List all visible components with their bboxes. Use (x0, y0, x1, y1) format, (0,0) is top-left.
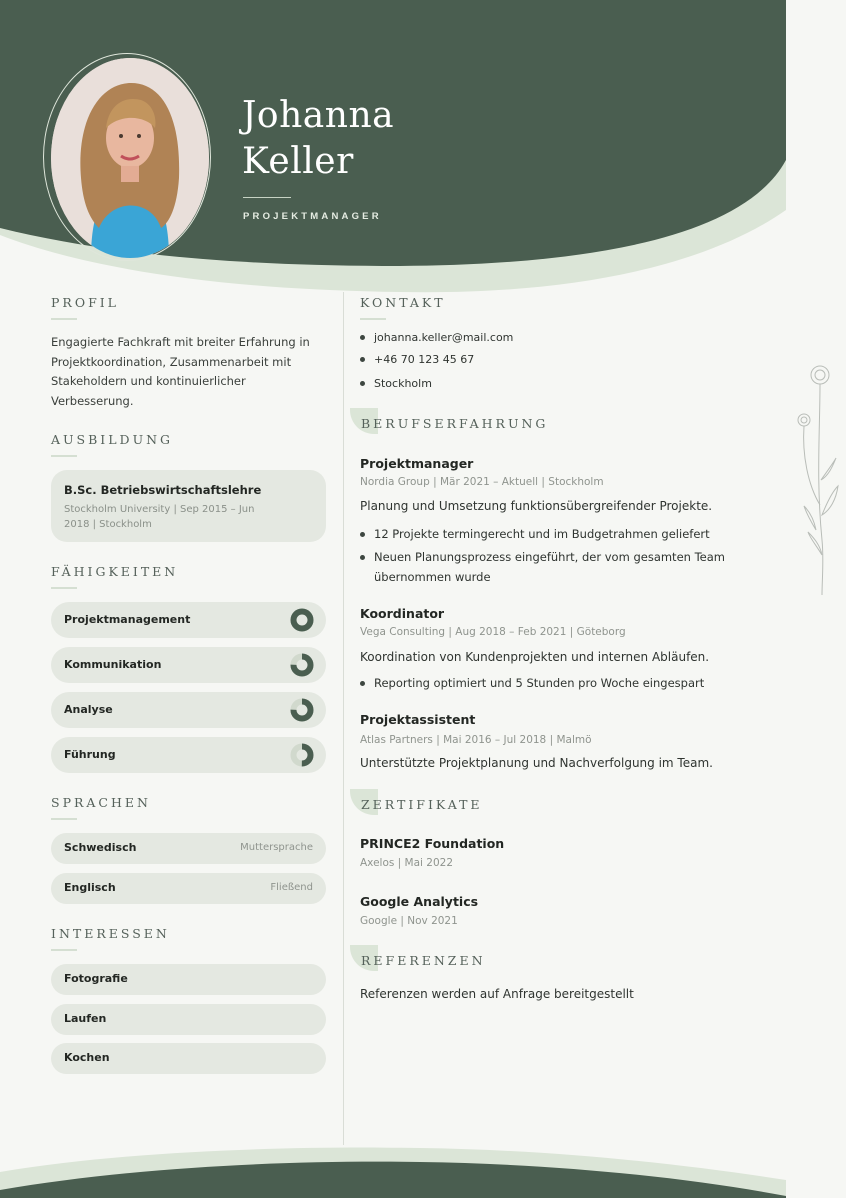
language-level: Muttersprache (240, 842, 313, 853)
contact-phone-text: +46 70 123 45 67 (374, 353, 475, 366)
interest-label: Fotografie (64, 972, 128, 985)
first-name: Johanna (242, 95, 395, 136)
language-item (51, 833, 326, 864)
job-description: Planung und Umsetzung funktionsübergreifender Projekte. (360, 499, 713, 513)
last-name: Keller (242, 141, 354, 182)
bullet-dot (360, 335, 365, 340)
education-card (51, 470, 326, 542)
bullet-dot (360, 381, 365, 386)
job-bullet-text: Reporting optimiert und 5 Stunden pro Woche eingespart (374, 676, 705, 690)
job-title: Koordinator (360, 606, 445, 621)
education-degree: B.Sc. Betriebswirtschaftslehre (64, 483, 262, 497)
education-meta-line: Stockholm University | Sep 2015 – Jun (64, 504, 255, 515)
job-description: Unterstützte Projektplanung und Nachverfolgung im Team. (360, 756, 713, 770)
contact-city (360, 377, 432, 390)
job-description: Koordination von Kundenprojekten und internen Abläufen. (360, 650, 710, 664)
interest-label: Kochen (64, 1051, 110, 1064)
bullet-dot (360, 681, 365, 686)
education-meta-line: 2018 | Stockholm (64, 519, 152, 530)
contact-city-text: Stockholm (374, 377, 432, 390)
section-rule (51, 949, 77, 951)
skill-level-donut (290, 608, 314, 632)
interest-item (51, 1004, 326, 1035)
contact-email[interactable] (360, 331, 513, 344)
section-title-faehigkeiten: FÄHIGKEITEN (51, 564, 179, 579)
job-bullet (360, 547, 730, 587)
section-title-kontakt: KONTAKT (360, 295, 446, 310)
skill-label: Projektmanagement (64, 613, 191, 626)
certificate-meta: Axelos | Mai 2022 (360, 857, 454, 869)
bullet-dot (360, 357, 365, 362)
bullet-dot (360, 532, 365, 537)
profile-photo (51, 58, 209, 258)
language-label: Schwedisch (64, 841, 137, 854)
interest-label: Laufen (64, 1012, 107, 1025)
job-meta: Nordia Group | Mär 2021 – Aktuell | Stockholm (360, 476, 604, 488)
certificate-name: PRINCE2 Foundation (360, 836, 505, 851)
person-name (242, 93, 394, 185)
section-title-referenzen: REFERENZEN (361, 953, 486, 968)
interest-item (51, 964, 326, 995)
certificate-meta: Google | Nov 2021 (360, 915, 458, 927)
skill-level-donut (290, 698, 314, 722)
section-title-ausbildung: AUSBILDUNG (51, 432, 174, 447)
education-meta (64, 501, 313, 534)
skill-level-donut (290, 743, 314, 767)
skill-item (51, 737, 326, 773)
skill-label: Analyse (64, 703, 113, 716)
contact-phone[interactable] (360, 353, 474, 366)
column-divider (343, 292, 344, 1145)
job-bullet (360, 673, 730, 693)
section-title-zertifikate: ZERTIFIKATE (361, 797, 483, 812)
flower-decoration-icon (786, 0, 846, 1198)
section-rule (51, 818, 77, 820)
section-rule (360, 318, 386, 320)
skill-item (51, 692, 326, 728)
language-item (51, 873, 326, 904)
references-text: Referenzen werden auf Anfrage bereitgestellt (360, 987, 634, 1001)
section-title-sprachen: SPRACHEN (51, 795, 151, 810)
right-margin (786, 0, 846, 1198)
section-title-berufserfahrung: BERUFSERFAHRUNG (361, 416, 549, 431)
language-label: Englisch (64, 881, 116, 894)
job-meta: Vega Consulting | Aug 2018 – Feb 2021 | Göteborg (360, 626, 626, 638)
skill-label: Führung (64, 748, 116, 761)
interest-item (51, 1043, 326, 1074)
job-title: Projektassistent (360, 712, 476, 727)
contact-email-text: johanna.keller@mail.com (374, 331, 514, 344)
job-bullet-text: Neuen Planungsprozess eingeführt, der vom gesamten Team übernommen wurde (374, 550, 725, 584)
section-title-interessen: INTERESSEN (51, 926, 170, 941)
profile-text: Engagierte Fachkraft mit breiter Erfahrung in Projektkoordination, Zusammenarbeit mit Stakeholdern und kontinuierlicher Verbesserung. (51, 335, 310, 408)
job-meta: Atlas Partners | Mai 2016 – Jul 2018 | Malmö (360, 734, 592, 746)
skill-item (51, 602, 326, 638)
certificate-name: Google Analytics (360, 894, 479, 909)
section-title-profil: PROFIL (51, 295, 119, 310)
section-rule (51, 318, 77, 320)
skill-level-donut (290, 653, 314, 677)
skill-item (51, 647, 326, 683)
bullet-dot (360, 555, 365, 560)
language-level: Fließend (270, 882, 313, 893)
skill-label: Kommunikation (64, 658, 162, 671)
section-rule (51, 587, 77, 589)
job-bullet (360, 524, 730, 544)
job-title: Projektmanager (360, 456, 474, 471)
section-rule (51, 455, 77, 457)
job-bullet-text: 12 Projekte termingerecht und im Budgetrahmen geliefert (374, 527, 710, 541)
job-role: PROJEKTMANAGER (243, 211, 382, 222)
name-underline (243, 197, 291, 198)
